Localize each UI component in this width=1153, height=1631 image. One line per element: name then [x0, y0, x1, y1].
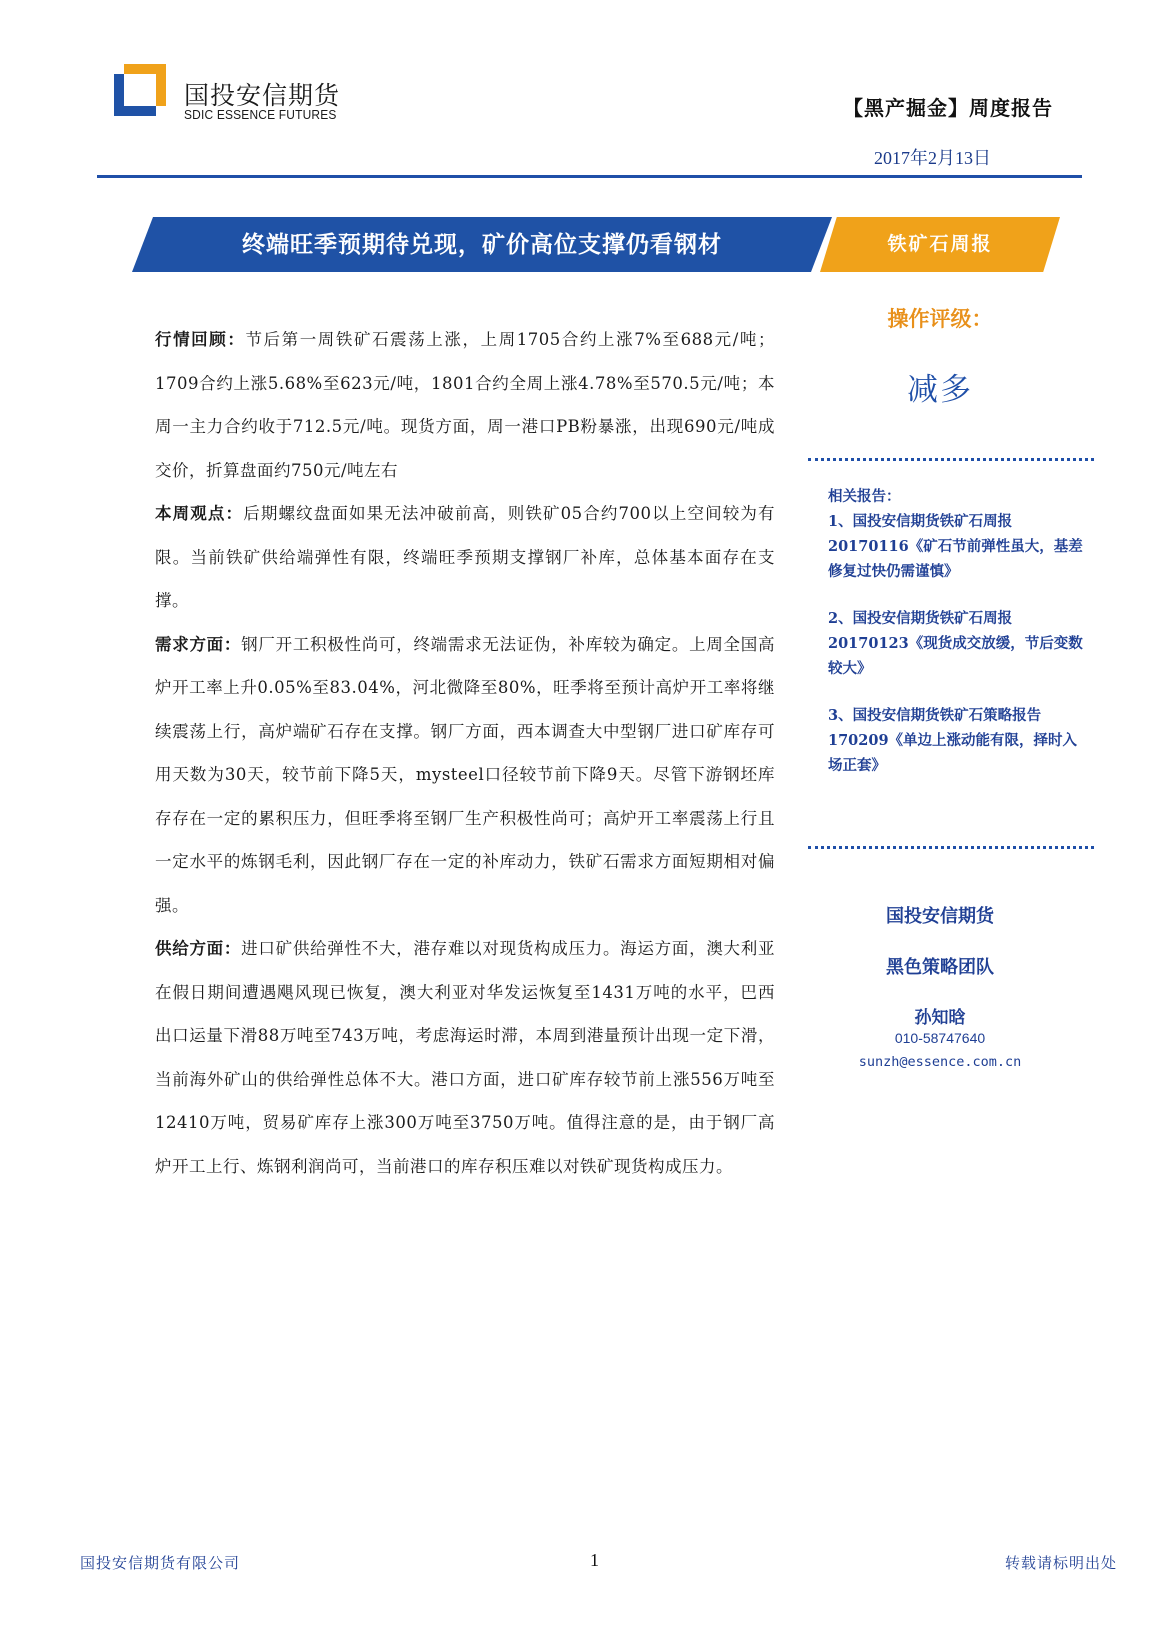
- analyst-email[interactable]: sunzh@essence.com.cn: [858, 1054, 1022, 1070]
- company-logo: [114, 64, 174, 124]
- section-lead: 本周观点：: [155, 504, 244, 523]
- rating-label: 操作评级：: [887, 307, 993, 331]
- section-text: 后期螺纹盘面如果无法冲破前高，则铁矿05合约700以上空间较为有限。当前铁矿供给端弹性有限，终端旺季预期支撑钢厂补库，总体基本面存在支撑。: [155, 504, 775, 610]
- sidebar-team: 黑色策略团队: [886, 957, 994, 978]
- footer-company: 国投安信期货有限公司: [80, 1554, 241, 1572]
- logo-chinese-name: 国投安信期货: [184, 81, 341, 110]
- sidebar-company: 国投安信期货: [886, 906, 994, 927]
- report-body: [155, 318, 775, 1188]
- analyst-phone: 010-58747640: [894, 1030, 986, 1046]
- report-category-tag: 铁矿石周报: [887, 233, 993, 255]
- sidebar-divider: [808, 458, 1094, 461]
- section-text: 节后第一周铁矿石震荡上涨，上周1705合约上涨7%至688元/吨；1709合约上涨5.68%至623元/吨，1801合约全周上涨4.78%至570.5元/吨；本周一主力合约收于712.5元/吨。现货方面，周一港口PB粉暴涨，出现690元/吨成交价，折算盘面约750元/吨左右: [155, 330, 775, 480]
- page-number: 1: [590, 1550, 599, 1570]
- section-text: 进口矿供给弹性不大，港存难以对现货构成压力。海运方面，澳大利亚在假日期间遭遇飓风现已恢复，澳大利亚对华发运恢复至1431万吨的水平，巴西出口运量下滑88万吨至743万吨，考虑海运时滞，本周到港量预计出现一定下滑，当前海外矿山的供给弹性总体不大。港口方面，进口矿库存较节前上涨556万吨至12410万吨，贸易矿库存上涨300万吨至3750万吨。值得注意的是，由于钢厂高炉开工上行、炼钢利润尚可，当前港口的库存积压难以对铁矿现货构成压力。: [155, 939, 776, 1176]
- report-date: 2017年2月13日: [874, 148, 991, 168]
- section-supply: [155, 927, 775, 1188]
- header-divider: [97, 175, 1082, 178]
- report-title: 终端旺季预期待兑现，矿价高位支撑仍看钢材: [242, 231, 722, 258]
- report-type: 【黑产掘金】周度报告: [843, 96, 1053, 120]
- related-report-item[interactable]: 3、国投安信期货铁矿石策略报告170209《单边上涨动能有限，择时入场正套》: [828, 707, 1078, 774]
- section-text: 钢厂开工积极性尚可，终端需求无法证伪，补库较为确定。上周全国高炉开工率上升0.05%至83.04%，河北微降至80%，旺季将至预计高炉开工率将继续震荡上行，高炉端矿石存在支撑。钢厂方面，西本调查大中型钢厂进口矿库存可用天数为30天，较节前下降5天，mysteel口径较节前下降9天。尽管下游钢坯库存存在一定的累积压力，但旺季将至钢厂生产积极性尚可；高炉开工率震荡上行且一定水平的炼钢毛利，因此钢厂存在一定的补库动力，铁矿石需求方面短期相对偏强。: [155, 634, 776, 915]
- section-weekly-view: [155, 492, 775, 623]
- section-lead: 行情回顾：: [155, 330, 246, 349]
- section-lead: 供给方面：: [155, 939, 242, 958]
- section-lead: 需求方面：: [155, 634, 242, 654]
- related-reports-heading: 相关报告：: [828, 488, 901, 505]
- section-demand: [155, 623, 775, 928]
- related-reports: [828, 484, 1088, 778]
- section-market-review: [155, 318, 775, 492]
- related-report-item[interactable]: 2、国投安信期货铁矿石周报20170123《现货成交放缓，节后变数较大》: [828, 610, 1083, 677]
- rating-value: 减多: [907, 372, 973, 408]
- logo-english-name: SDIC ESSENCE FUTURES: [184, 107, 337, 122]
- sidebar-divider: [808, 846, 1094, 849]
- related-report-item[interactable]: 1、国投安信期货铁矿石周报20170116《矿石节前弹性虽大，基差修复过快仍需谨慎》: [828, 513, 1083, 580]
- analyst-name: 孙知晗: [914, 1008, 966, 1028]
- footer-notice: 转载请标明出处: [1004, 1554, 1117, 1572]
